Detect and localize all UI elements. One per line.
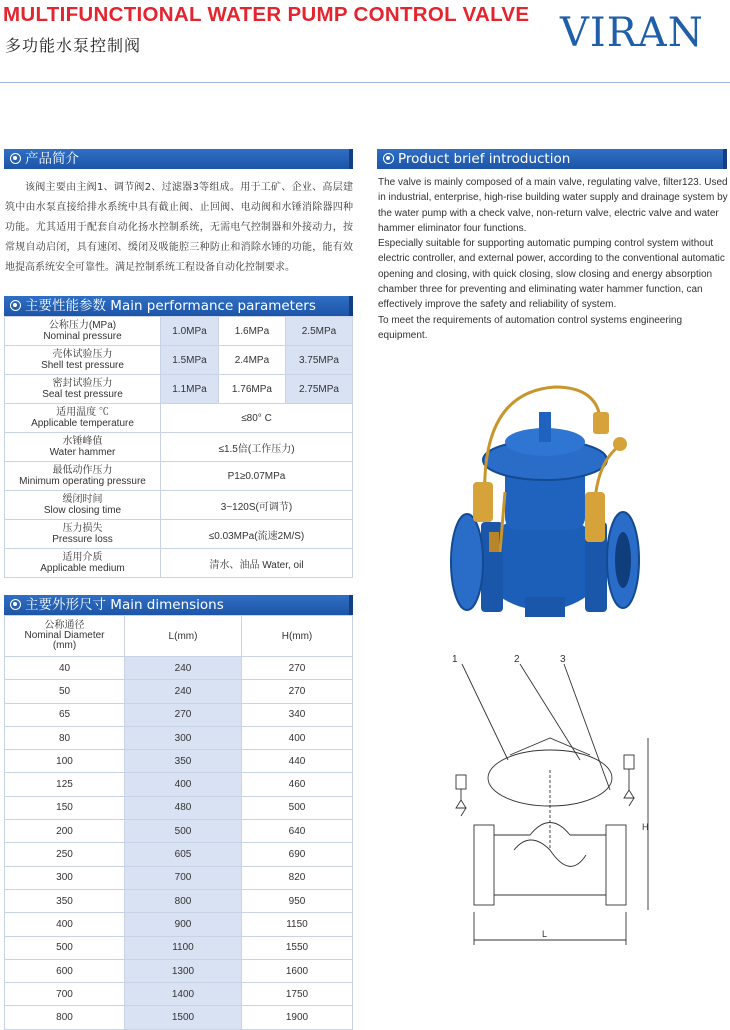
- page-title-en: MULTIFUNCTIONAL WATER PUMP CONTROL VALVE: [3, 3, 530, 26]
- dn-cell: 50: [5, 680, 125, 703]
- dn-cell: 600: [5, 959, 125, 982]
- param-value: 1.76MPa: [218, 375, 285, 404]
- circle-bullet-icon: [10, 153, 21, 164]
- table-row: [5, 375, 353, 404]
- intro-cn-text: 该阀主要由主阀1、调节阀2、过滤器3等组成。用于工矿、企业、高层建筑中由水泵直接给排水系统中具有截止阀、止回阀、电动阀和水锤消除器四种功能。尤其适用于配套自动化扬水控制系统，无需电气控制器和外接动力，按常规自动启闭，具有速闭、缓闭及吸能腔三种防止和消除水锤的功能，能有效地提高系统安全可靠性。满足控制系统工程设备自动化控制要求。: [5, 182, 353, 273]
- l-cell: 1400: [125, 983, 242, 1006]
- header-divider: [0, 82, 730, 83]
- h-cell: 400: [242, 726, 353, 749]
- param-label: 适用介质 Applicable medium: [5, 549, 161, 578]
- table-row: [5, 889, 353, 912]
- l-cell: 350: [125, 750, 242, 773]
- l-cell: 400: [125, 773, 242, 796]
- dn-cell: 200: [5, 820, 125, 843]
- param-value: 1.6MPa: [218, 317, 285, 346]
- intro-en-paragraph: The valve is mainly composed of a main valve, regulating valve, filter123. Used in industrial, enterprise, high-rise building water supply and drainage system by the water pump with a check valve, non-return valve, electric valve and water hammer eliminator four functions.: [378, 177, 728, 234]
- h-cell: 820: [242, 866, 353, 889]
- dn-cell: 80: [5, 726, 125, 749]
- performance-header: [4, 296, 353, 316]
- l-cell: 900: [125, 913, 242, 936]
- callout-label-2: 2: [514, 654, 520, 665]
- param-value: ≤80° C: [161, 404, 353, 433]
- table-row: [5, 462, 353, 491]
- l-cell: 270: [125, 703, 242, 726]
- dimension-lines: [474, 738, 648, 945]
- param-label: 最低动作压力 Minimum operating pressure: [5, 462, 161, 491]
- table-row: [5, 726, 353, 749]
- l-cell: 480: [125, 796, 242, 819]
- intro-cn-heading: 产品简介: [25, 151, 79, 167]
- dn-cell: 300: [5, 866, 125, 889]
- circle-bullet-icon: [10, 300, 21, 311]
- dn-cell: 400: [5, 913, 125, 936]
- dimension-label-l: L: [542, 929, 548, 939]
- performance-heading: 主要性能参数 Main performance parameters: [25, 298, 316, 314]
- l-cell: 500: [125, 820, 242, 843]
- h-cell: 1550: [242, 936, 353, 959]
- l-cell: 240: [125, 657, 242, 680]
- param-value: 1.1MPa: [161, 375, 219, 404]
- param-value: ≤0.03MPa(流速2M/S): [161, 520, 353, 549]
- l-cell: 300: [125, 726, 242, 749]
- param-value: 2.4MPa: [218, 346, 285, 375]
- brand-logo: VIRAN: [560, 10, 704, 56]
- intro-cn-header: [4, 149, 353, 169]
- table-row: [5, 866, 353, 889]
- param-value: 2.75MPa: [285, 375, 352, 404]
- param-value: 3.75MPa: [285, 346, 352, 375]
- param-label: 密封试验压力 Seal test pressure: [5, 375, 161, 404]
- page-title-cn: 多功能水泵控制阀: [5, 36, 142, 55]
- table-row: [5, 657, 353, 680]
- l-cell: 800: [125, 889, 242, 912]
- h-cell: 1600: [242, 959, 353, 982]
- param-label: 适用温度 ℃ Applicable temperature: [5, 404, 161, 433]
- dn-cell: 40: [5, 657, 125, 680]
- col-header-dn: 公称通径 Nominal Diameter (mm): [5, 616, 125, 657]
- param-value: ≤1.5倍(工作压力): [161, 433, 353, 462]
- circle-bullet-icon: [383, 153, 394, 164]
- intro-en-paragraph: To meet the requirements of automation control systems engineering equipment.: [378, 314, 683, 341]
- dn-cell: 250: [5, 843, 125, 866]
- param-value: 1.0MPa: [161, 317, 219, 346]
- l-cell: 240: [125, 680, 242, 703]
- table-row: [5, 959, 353, 982]
- param-label: 水锤峰值 Water hammer: [5, 433, 161, 462]
- table-row: [5, 346, 353, 375]
- h-cell: 340: [242, 703, 353, 726]
- l-cell: 1300: [125, 959, 242, 982]
- table-row: [5, 820, 353, 843]
- dn-cell: 800: [5, 1006, 125, 1029]
- param-value: 1.5MPa: [161, 346, 219, 375]
- callout-label-1: 1: [452, 654, 458, 665]
- table-header-row: [5, 616, 353, 657]
- h-cell: 950: [242, 889, 353, 912]
- h-cell: 640: [242, 820, 353, 843]
- dn-cell: 150: [5, 796, 125, 819]
- col-header-l: L(mm): [125, 616, 242, 657]
- table-row: [5, 913, 353, 936]
- table-row: [5, 750, 353, 773]
- intro-en-heading: Product brief introduction: [398, 151, 571, 167]
- dimensions-table: [4, 615, 353, 1030]
- performance-table: [4, 316, 353, 578]
- table-row: [5, 983, 353, 1006]
- table-row: [5, 1006, 353, 1029]
- table-row: [5, 796, 353, 819]
- param-value: 2.5MPa: [285, 317, 352, 346]
- dimensions-header: [4, 595, 353, 615]
- param-label: 缓闭时间 Slow closing time: [5, 491, 161, 520]
- intro-en-header: [377, 149, 727, 169]
- table-row: [5, 680, 353, 703]
- h-cell: 1750: [242, 983, 353, 1006]
- h-cell: 690: [242, 843, 353, 866]
- dn-cell: 700: [5, 983, 125, 1006]
- dn-cell: 500: [5, 936, 125, 959]
- param-value: 清水、油品 Water, oil: [161, 549, 353, 578]
- table-row: [5, 773, 353, 796]
- table-row: [5, 317, 353, 346]
- col-header-h: H(mm): [242, 616, 353, 657]
- dimensions-heading: 主要外形尺寸 Main dimensions: [25, 597, 224, 613]
- dn-cell: 100: [5, 750, 125, 773]
- valve-section: [456, 738, 634, 905]
- callout-lines: [462, 664, 610, 790]
- h-cell: 500: [242, 796, 353, 819]
- valve-photo: [445, 372, 645, 622]
- h-cell: 440: [242, 750, 353, 773]
- h-cell: 460: [242, 773, 353, 796]
- h-cell: 1150: [242, 913, 353, 936]
- l-cell: 1500: [125, 1006, 242, 1029]
- h-cell: 270: [242, 657, 353, 680]
- circle-bullet-icon: [10, 599, 21, 610]
- h-cell: 270: [242, 680, 353, 703]
- dn-cell: 350: [5, 889, 125, 912]
- param-value: 3~120S(可调节): [161, 491, 353, 520]
- intro-en-paragraph: Especially suitable for supporting automatic pumping control system without electric controller, and external power, according to the conventional automatic opening and closing, with quick closing, slow closing and energy absorption chamber three for preventing and eliminating water hammer function, can effectively improve the safety and reliability of system.: [378, 238, 725, 311]
- param-label: 壳体试验压力 Shell test pressure: [5, 346, 161, 375]
- table-row: [5, 491, 353, 520]
- table-row: [5, 433, 353, 462]
- intro-en-text: [378, 175, 728, 343]
- l-cell: 1100: [125, 936, 242, 959]
- table-row: [5, 703, 353, 726]
- param-label: 压力损失 Pressure loss: [5, 520, 161, 549]
- callout-label-3: 3: [560, 654, 566, 665]
- h-cell: 1900: [242, 1006, 353, 1029]
- l-cell: 605: [125, 843, 242, 866]
- table-row: [5, 404, 353, 433]
- param-label: 公称压力(MPa) Nominal pressure: [5, 317, 161, 346]
- table-row: [5, 843, 353, 866]
- dn-cell: 125: [5, 773, 125, 796]
- dimension-label-h: H: [642, 822, 649, 832]
- technical-drawing: [430, 650, 665, 950]
- param-value: P1≥0.07MPa: [161, 462, 353, 491]
- table-row: [5, 936, 353, 959]
- table-row: [5, 520, 353, 549]
- l-cell: 700: [125, 866, 242, 889]
- dn-cell: 65: [5, 703, 125, 726]
- table-row: [5, 549, 353, 578]
